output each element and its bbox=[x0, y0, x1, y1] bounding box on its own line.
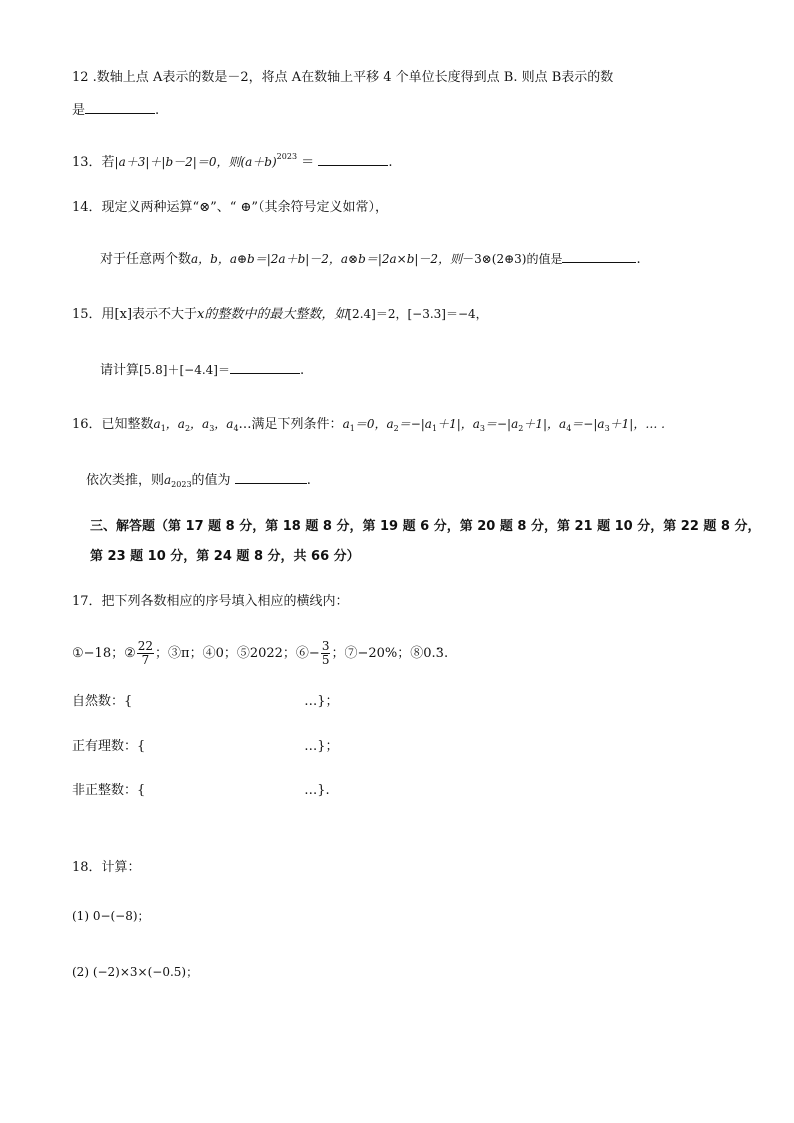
q16-line2-suffix: . bbox=[306, 473, 311, 488]
answer-blank[interactable] bbox=[318, 151, 388, 166]
q13-suffix: . bbox=[388, 155, 393, 170]
q12-line2 bbox=[72, 99, 159, 121]
q18-part2-text: (2) (−2)×3×(−0.5)； bbox=[72, 965, 199, 979]
q16-a: 16．已知整数 bbox=[72, 417, 154, 432]
q14-suffix: . bbox=[636, 252, 641, 267]
q14-line1 bbox=[72, 198, 388, 218]
section3-heading-line2 bbox=[90, 547, 360, 567]
q16-e: ，a bbox=[214, 417, 234, 431]
q16-line2-a: 依次类推，则 bbox=[86, 473, 165, 488]
fraction-denominator: 7 bbox=[141, 653, 150, 667]
answer-blank[interactable] bbox=[235, 469, 307, 484]
q12-text: 12 .数轴上点 A表示的数是－2，将点 A在数轴上平移 4 个单位长度得到点 B. 则点 B表示的数 bbox=[72, 70, 614, 85]
q17-title-text: 17．把下列各数相应的序号填入相应的横线内： bbox=[72, 594, 349, 609]
q18-part2 bbox=[72, 962, 198, 983]
answer-blank[interactable] bbox=[562, 248, 636, 263]
fraction-3-5 bbox=[321, 640, 331, 667]
q15-suffix: . bbox=[299, 363, 305, 378]
q17-items bbox=[72, 640, 448, 667]
q18-part1-text: (1) 0−(−8)； bbox=[72, 909, 150, 923]
q15-a: 15．用[x]表示不大于 bbox=[72, 307, 198, 322]
q16-line2-b: a bbox=[164, 473, 172, 487]
q17-cat-nonpositive-integer bbox=[72, 781, 330, 801]
q13-eq: ＝ bbox=[301, 155, 315, 170]
q13-expr: |a＋3|＋|b－2|＝0，则(a＋b) bbox=[114, 155, 277, 169]
q15-d: 请计算 bbox=[100, 363, 140, 378]
answer-blank[interactable] bbox=[85, 99, 155, 114]
q16-line1 bbox=[72, 414, 665, 439]
section3-text2: 第 23 题 10 分，第 24 题 8 分，共 66 分） bbox=[90, 549, 360, 564]
q12-prefix: 是 bbox=[72, 103, 86, 118]
fraction-denominator: 5 bbox=[321, 653, 330, 667]
q14-b: a，b，a⊕b＝|2a＋b|－2，a⊗b＝|2a×b|－2，则 bbox=[191, 252, 463, 266]
q17-items-e: . bbox=[443, 646, 449, 661]
q16-f: …满足下列条件： bbox=[238, 417, 343, 432]
q13-line bbox=[72, 147, 392, 173]
q16-l: ＋1|，a bbox=[523, 417, 567, 431]
category-end: …}. bbox=[304, 783, 330, 798]
q14-line2 bbox=[100, 248, 641, 270]
fraction-numerator: 3 bbox=[321, 639, 330, 653]
section3-heading-line1 bbox=[90, 517, 760, 537]
q16-h: ＝0，a bbox=[354, 417, 394, 431]
q17-items-c: ；⑦−20%；⑧0. bbox=[331, 646, 436, 661]
q16-sub: 4 bbox=[566, 424, 572, 433]
q16-sub: 3 bbox=[209, 424, 215, 433]
q17-items-b: ；③π；④0；⑤2022；⑥− bbox=[155, 646, 320, 661]
q16-sub: 2 bbox=[393, 424, 399, 433]
q17-cat-natural bbox=[72, 692, 339, 712]
q15-b: x的整数中的最大整数，如 bbox=[197, 307, 348, 322]
q15-line1 bbox=[72, 304, 488, 325]
q12-line1 bbox=[72, 68, 613, 88]
q18-title-text: 18．计算： bbox=[72, 860, 141, 875]
q16-i: ＝−|a bbox=[398, 417, 432, 431]
fraction-numerator: 22 bbox=[137, 639, 154, 653]
q16-n: ＋1|，… . bbox=[609, 417, 665, 431]
q13-exp: 2023 bbox=[276, 152, 298, 161]
q16-sub: 2 bbox=[184, 424, 191, 433]
q16-sub: 2 bbox=[518, 424, 524, 433]
q16-m: ＝−|a bbox=[571, 417, 605, 431]
q17-items-a: ①−18；② bbox=[72, 646, 136, 661]
q16-sub: 1 bbox=[349, 424, 355, 433]
q16-k: ＝−|a bbox=[485, 417, 519, 431]
q16-sub: 1 bbox=[160, 424, 166, 433]
category-end: …}； bbox=[304, 694, 339, 709]
q16-sub: 3 bbox=[604, 424, 610, 433]
section3-text1: 三、解答题（第 17 题 8 分，第 18 题 8 分，第 19 题 6 分，第 20 题 8 分，第 21 题 10 分，第 22 题 8 分， bbox=[90, 519, 761, 534]
q14-c: －3⊗(2⊕3)的值是 bbox=[462, 252, 563, 266]
q16-sub: 1 bbox=[431, 424, 438, 433]
q12-suffix: . bbox=[155, 103, 160, 118]
q16-c: ，a bbox=[165, 417, 185, 431]
fraction-22-7 bbox=[137, 640, 154, 667]
q16-sub: 4 bbox=[233, 424, 239, 433]
q16-b: a bbox=[153, 417, 161, 431]
q16-line2-c: 的值为 bbox=[191, 473, 231, 488]
category-label: 正有理数：{ bbox=[72, 739, 146, 754]
q16-j: ＋1|，a bbox=[437, 417, 480, 431]
q16-sub: 3 bbox=[479, 424, 485, 433]
q15-line2 bbox=[100, 359, 304, 381]
category-label: 非正整数：{ bbox=[72, 783, 146, 798]
q18-part1 bbox=[72, 906, 150, 927]
q14-text: 14．现定义两种运算“⊗”、“ ⊕”（其余符号定义如常）， bbox=[72, 200, 389, 215]
q16-line2-sub: 2023 bbox=[171, 480, 192, 489]
q17-title bbox=[72, 592, 349, 612]
repeating-digit: · 3 bbox=[436, 646, 444, 661]
q13-prefix: 13．若 bbox=[72, 155, 115, 170]
category-label: 自然数：{ bbox=[72, 694, 133, 709]
q16-line2 bbox=[86, 469, 311, 495]
q17-cat-positive-rational bbox=[72, 737, 339, 757]
q16-g: a bbox=[342, 417, 350, 431]
q16-d: ，a bbox=[190, 417, 210, 431]
q15-e: [5.8]＋[−4.4]＝ bbox=[139, 363, 230, 377]
answer-blank[interactable] bbox=[230, 359, 300, 374]
category-end: …}； bbox=[304, 739, 339, 754]
q15-c: [2.4]＝2，[−3.3]＝−4， bbox=[347, 307, 488, 321]
q14-a: 对于任意两个数 bbox=[100, 252, 192, 267]
q18-title bbox=[72, 858, 141, 878]
